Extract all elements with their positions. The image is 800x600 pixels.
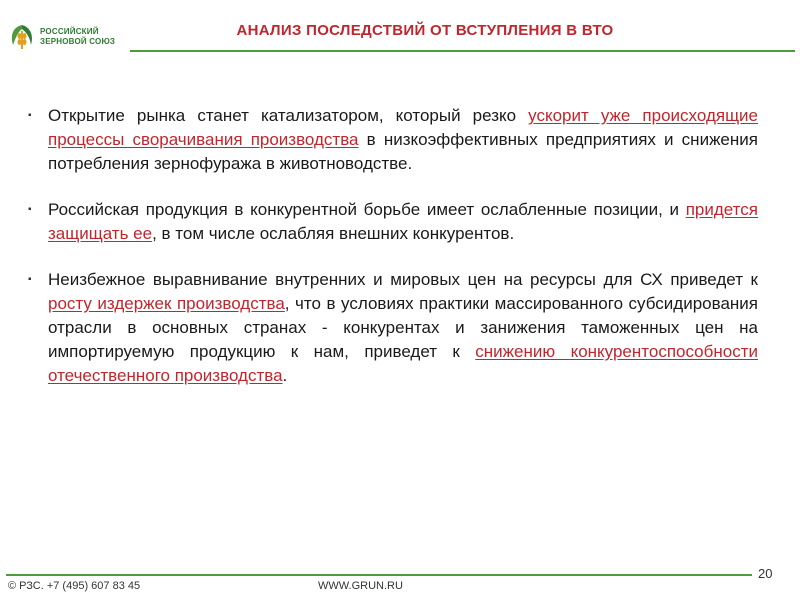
logo — [8, 22, 128, 52]
page-title: АНАЛИЗ ПОСЛЕДСТВИЙ ОТ ВСТУПЛЕНИЯ В ВТО — [236, 22, 614, 39]
bullet-square-icon: ▪ — [28, 204, 32, 215]
footer-divider — [6, 574, 752, 576]
logo-text — [40, 27, 115, 47]
bullet-highlight: росту издержек производства — [48, 294, 285, 313]
bullet-square-icon: ▪ — [28, 274, 32, 285]
bullet-item-2 — [28, 198, 758, 246]
header-divider — [130, 50, 795, 52]
bullet-highlight: ускорит уже происходящие процессы сворачивания производства — [48, 106, 758, 149]
wheat-logo-icon — [8, 23, 36, 51]
logo-line-2: ЗЕРНОВОЙ СОЮЗ — [40, 37, 116, 46]
page-number: 20 — [758, 566, 773, 581]
bullet-text-part: Российская продукция в конкурентной борьбе имеет ослабленные позиции, и — [48, 200, 686, 219]
bullet-text-part: . — [282, 366, 288, 385]
bullet-square-icon: ▪ — [28, 110, 32, 121]
footer-copyright: © РЗС. +7 (495) 607 83 45 — [8, 580, 141, 592]
bullet-text — [48, 104, 758, 176]
bullet-text-part: , в том числе ослабляя внешних конкурентов. — [152, 224, 515, 243]
bullet-text-part: , что в условиях практики массированного субсидирования отрасли в основных странах - конкурентах и занижения таможенных цен на импортируемую продукцию к нам, приведет к — [48, 294, 758, 361]
bullet-text — [48, 268, 758, 388]
bullet-text-part: в низкоэффективных предприятиях и снижения потребления зернофуража в животноводстве. — [48, 130, 758, 173]
bullet-text — [48, 198, 758, 246]
content — [28, 104, 758, 410]
bullet-highlight: придется защищать ее — [48, 200, 758, 243]
bullet-text-part: Неизбежное выравнивание внутренних и мировых цен на ресурсы для СХ приведет к — [48, 270, 758, 289]
bullet-text-part: Открытие рынка станет катализатором, который резко — [48, 106, 529, 125]
logo-line-1: РОССИЙСКИЙ — [40, 27, 99, 36]
bullet-item-1 — [28, 104, 758, 176]
bullet-highlight: снижению конкурентоспособности отечественного производства — [48, 342, 758, 385]
footer-website: WWW.GRUN.RU — [318, 580, 403, 592]
bullet-item-3 — [28, 268, 758, 388]
